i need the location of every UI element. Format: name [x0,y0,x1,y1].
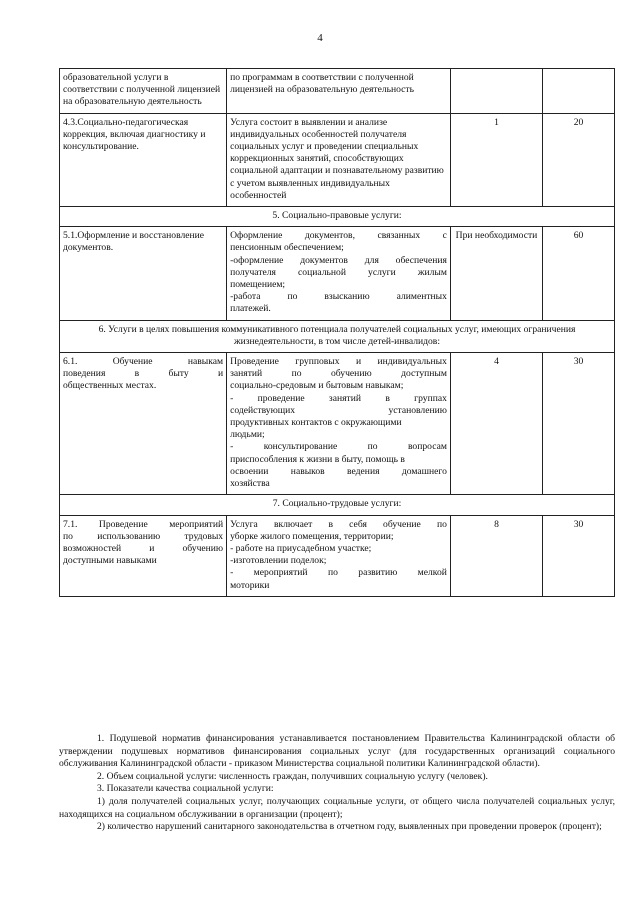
description-line: социально-средовым и бытовым навыкам; [230,380,404,392]
name-line: 6.1. Обучение навыкам [63,356,224,368]
description-line: содействующих установлению [230,404,447,416]
service-period-cell: При необходимости [450,227,542,320]
table-row [60,69,615,114]
notes-section [59,733,615,834]
name-line: возможностей и обучению [63,542,224,554]
description-line: - мероприятий по развитию мелкой [230,567,447,579]
service-description-cell: Услуга состоит в выявлении и анализе индивидуальных особенностей получателя социальных услуг и проведении специальных коррекционных занятий, способствующих социальной адаптации и познавательному развитию с учетом выявленных индивидуальных особенностей [227,113,451,206]
description-line: моторики [230,579,270,591]
description-line: людьми; [230,429,265,441]
section-row [60,207,615,227]
table-row [60,353,615,495]
service-volume-cell: 20 [543,113,615,206]
description-line: Оформление документов, связанных с [230,230,447,242]
description-line: продуктивных контактов с окружающими [230,417,402,429]
description-line: освоении навыков ведения домашнего [230,465,447,477]
service-name-cell: 4.3.Социально-педагогическая коррекция, включая диагностику и консультирование. [60,113,227,206]
table-row [60,227,615,320]
description-line: пенсионным обеспечением; [230,242,344,254]
service-description-cell [227,353,451,495]
section-heading: 5. Социально-правовые услуги: [60,207,615,227]
description-line: -изготовлении поделок; [230,555,327,567]
service-period-cell [450,69,542,114]
service-period-cell: 4 [450,353,542,495]
note-paragraph: 2) количество нарушений санитарного законодательства в отчетном году, выявленных при проведении проверок (процент); [97,821,602,833]
name-line: по использованию трудовых [63,530,224,542]
note-paragraph: 3. Показатели качества социальной услуги: [97,783,274,795]
name-line: поведения в быту и [63,368,224,380]
description-line: уборке жилого помещения, территории; [230,530,394,542]
description-line: платежей. [230,303,271,315]
name-line: общественных местах. [63,380,157,392]
service-name-cell: 5.1.Оформление и восстановление документов. [60,227,227,320]
description-line: приспособления к жизни в быту, помощь в [230,453,405,465]
table-row [60,113,615,206]
section-row [60,320,615,352]
section-heading: 7. Социально-трудовые услуги: [60,495,615,515]
description-line: помещением; [230,279,286,291]
description-line: получателя социальной услуги жилым [230,266,447,278]
description-line: - консультирование по вопросам [230,441,447,453]
description-line: -работа по взысканию алиментных [230,291,447,303]
service-name-cell [60,353,227,495]
section-heading: 6. Услуги в целях повышения коммуникативного потенциала получателей социальных услуг, имеющих ограничения жизнедеятельности, в том числе детей-инвалидов: [60,320,615,352]
description-line: занятий по обучению доступным [230,368,447,380]
description-line: -оформление документов для обеспечения [230,254,447,266]
note-paragraph: 1) доля получателей социальных услуг, получающих социальные услуги, от общего числа получателей социальных услуг, находящихся на социальном обслуживании в организации (процент); [59,795,615,820]
description-line: - проведение занятий в группах [230,392,447,404]
name-line: 7.1. Проведение мероприятий [63,518,224,530]
service-description-cell: по программам в соответствии с полученной лицензией на образовательную деятельность [227,69,451,114]
page-number: 4 [317,32,323,44]
service-period-cell: 8 [450,515,542,596]
services-table [59,68,615,597]
description-line: Проведение групповых и индивидуальных [230,356,447,368]
name-line: доступными навыками [63,555,157,567]
table-row [60,515,615,596]
note-paragraph: 1. Подушевой норматив финансирования устанавливается постановлением Правительства Калининградской области об утверждении подушевых нормативов финансирования социальных услуг (для государственных организаций социального обслуживания Калининградской области - приказом Министерства социальной политики Калининградской области). [59,733,615,770]
service-period-cell: 1 [450,113,542,206]
service-description-cell [227,227,451,320]
service-name-cell: образовательной услуги в соответствии с полученной лицензией на образовательную деятельность [60,69,227,114]
note-paragraph: 2. Объем социальной услуги: численность граждан, получивших социальную услугу (человек). [97,770,488,782]
service-volume-cell: 60 [543,227,615,320]
description-line: - работе на приусадебном участке; [230,542,372,554]
description-line: хозяйства [230,478,270,490]
service-volume-cell: 30 [543,353,615,495]
service-volume-cell [543,69,615,114]
service-volume-cell: 30 [543,515,615,596]
service-description-cell [227,515,451,596]
description-line: Услуга включает в себя обучение по [230,518,447,530]
section-row [60,495,615,515]
service-name-cell [60,515,227,596]
